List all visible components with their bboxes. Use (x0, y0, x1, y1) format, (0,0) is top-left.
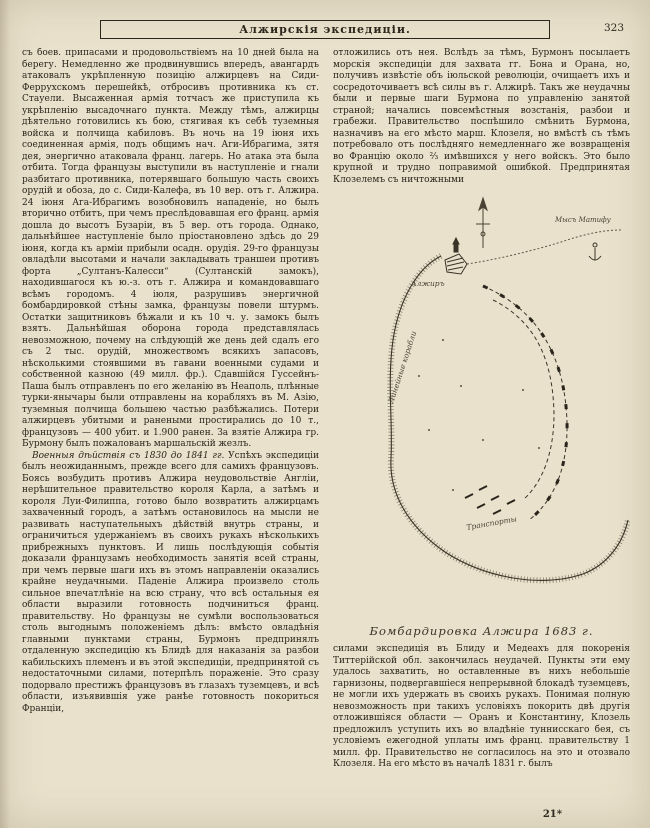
ship-line (483, 286, 567, 520)
paragraph-text: Успѣхъ экспедиціи былъ неожиданнымъ, прежде всего для самихъ французовъ. Боясь возбудить противъ Алжира неудовольствіе Англіи, нерѣшительное правительство короля Карла, а затѣмъ и короля Луи-Филиппа, готово было возвратить алжирцамъ захваченный городъ, а затѣмъ остановилось на мысли не развивать наступательныхъ дѣйствій внутрь страны, и ограничиться удержаніемъ въ своихъ рукахъ нѣсколькихъ прибрежныхъ пунктовъ. И лишь послѣдующія событія доказали французамъ необходимость занятія всей страны, при чемъ первые шаги ихъ въ этомъ направленіи оказались крайне неудачными. Паденіе Алжира произвело столь сильное впечатлѣніе на всю страну, что всѣ остальныя ея области выразили готовность подчиниться франц. правительству. Но французы не сумѣли воспользоваться столь выгоднымъ положеніемъ дѣлъ: вмѣсто овладѣнія главными пунктами страны, Бурмонъ предпринялъ отдаленную экспедицію къ Блидѣ для наказанія за разбои кабильскихъ племенъ и въ этой экспедиціи, предпринятой съ недостаточными силами, потерпѣлъ пораженіе. Это сразу подорвало престижъ французовъ въ глазахъ туземцевъ, и всѣ области, изъявившія уже ранѣе готовность покориться Франціи, (22, 450, 319, 714)
paragraph (22, 48, 319, 451)
map-caption: Бомбардировка Алжира 1683 г. (369, 624, 594, 638)
text-columns (22, 48, 630, 812)
paragraph: отложились отъ нея. Вслѣдъ за тѣмъ, Бурмонъ посылаетъ морскія экспедиціи для захвата гг. Бона и Орана, но, получивъ извѣстіе объ іюльской революціи, очищаетъ ихъ и сосредоточиваетъ всѣ силы въ г. Алжирѣ. Такъ же неудачны были и первые шаги Бурмона по управленію занятой страной; начались повсемѣстныя возстанія, разбои и грабежи. Правительство поспѣшило смѣнить Бурмона, назначивъ на его мѣсто марш. Клозеля, но вмѣстѣ съ тѣмъ потребовало отъ послѣдняго немедленнаго же возвращенія во Францію около ⅔ имѣвшихся у него войскъ. Это было крупной и трудно поправимой ошибкой. Предпринятая Клозелемъ съ ничтожными (333, 48, 630, 185)
section-lead-italic: Военныя дѣйствія съ 1830 до 1841 гг. (32, 450, 225, 461)
page-title: Алжирскія экспедиціи. (100, 20, 550, 39)
map-figure (333, 190, 630, 638)
paragraph: силами экспедиція въ Блиду и Медеахъ для покоренія Титтерійской обл. закончилась неудачей. Пункты эти ему удалось захватить, но оставленные въ нихъ небольшіе гарнизоны, подвергавшіеся непрерывной блокадѣ туземцевъ, не могли ихъ удержать въ своихъ рукахъ. Понимая полную невозможность при такихъ условіяхъ покорить двѣ другія отложившіяся области — Оранъ и Константину, Клозель предложилъ уступить ихъ во владѣніе туннисскаго бея, съ условіемъ ежегодной уплаты имъ франц. правительству 1 милл. фр. Правительство не согласилось на это и отозвало Клозеля. На его мѣсто въ началѣ 1831 г. былъ (333, 644, 630, 769)
transport-ships (465, 486, 515, 514)
algiers-city-marker (445, 238, 467, 274)
page-number: 323 (603, 22, 624, 34)
right-column (333, 48, 630, 812)
map-of-algiers-bay (333, 190, 630, 618)
map-label-city: Алжиръ (411, 279, 445, 288)
sounding-dots (418, 339, 540, 491)
paragraph (22, 451, 319, 716)
map-label-ships: Линейные корабли (386, 329, 419, 405)
left-column (22, 48, 319, 812)
map-label-cape: Мысъ Матифу (555, 216, 611, 224)
signature-mark: 21* (542, 809, 562, 820)
map-label-transports: Транспорты (465, 514, 518, 532)
compass-north-icon (476, 198, 490, 248)
page-header (0, 20, 650, 42)
anchor-icon (589, 243, 601, 260)
paragraph-text: съ боев. припасами и продовольствіемъ на 10 дней была на берегу. Немедленно же продвинувшись впередъ, авангардъ атаковалъ укрѣпленную позицію алжирцевъ на Сиди-Феррухскомъ перешейкѣ, отбросивъ противника къ ст. Стауели. Высаженная армія тотчасъ же приступила къ укрѣпленію высадочнаго пункта. Между тѣмъ, алжирцы дѣятельно готовились къ бою, стягивая къ себѣ туземныя войска и полчища кабиловъ. Въ ночь на 19 іюня ихъ соединенная армія, подъ общимъ нач. Аги-Ибрагима, зятя дея, энергично атаковала франц. лагерь. Но атака эта была отбита. Тогда французы выступили въ наступленіе и гнали разбитаго противника, потерявшаго большую часть своихъ орудій и обоза, до с. Сиди-Калефа, въ 10 вер. отъ г. Алжира. 24 іюня Ага-Ибрагимъ возобновилъ нападеніе, но былъ вторично отбитъ, при чемъ преслѣдовавшая его франц. армія дошла до высотъ Бузаріи, въ 5 вер. отъ города. Однако, дальнѣйшее наступленіе было пріостановлено здѣсь до 29 іюня, когда къ арміи прибыли осадн. орудія. 29-го французы овладѣли высотами и начали закладывать траншеи противъ форта „Султанъ-Калесси“ (Султанскій замокъ), находившагося къ ю.-з. отъ г. Алжира и командовавшаго всѣмъ городомъ. 4 іюля, разрушивъ энергичной бомбардировкой стѣны замка, французы повели штурмъ. Остатки защитниковъ бѣжали и къ 10 ч. у. замокъ былъ взятъ. Дальнѣйшая оборона города представлялась невозможною, почему на слѣдующій же день дей сдалъ его съ 2 тыс. орудій, множествомъ всякихъ запасовъ, нѣсколькими стоявшими въ гавани военными судами и собственной казною (49 милл. фр.). Сдавшійся Гуссейнъ-Паша былъ отправленъ по его желанію въ Неаполь, плѣнные турки-янычары были отправлены на корабляхъ въ М. Азію, туземныя полчища большею частью разбѣжались. Потери алжирцевъ убитыми и ранеными простирались до 10 т., французовъ — 400 убит. и 1.900 ранен. За взятіе Алжира гр. Бурмону былъ пожалованъ маршальскій жезлъ. (22, 48, 319, 449)
